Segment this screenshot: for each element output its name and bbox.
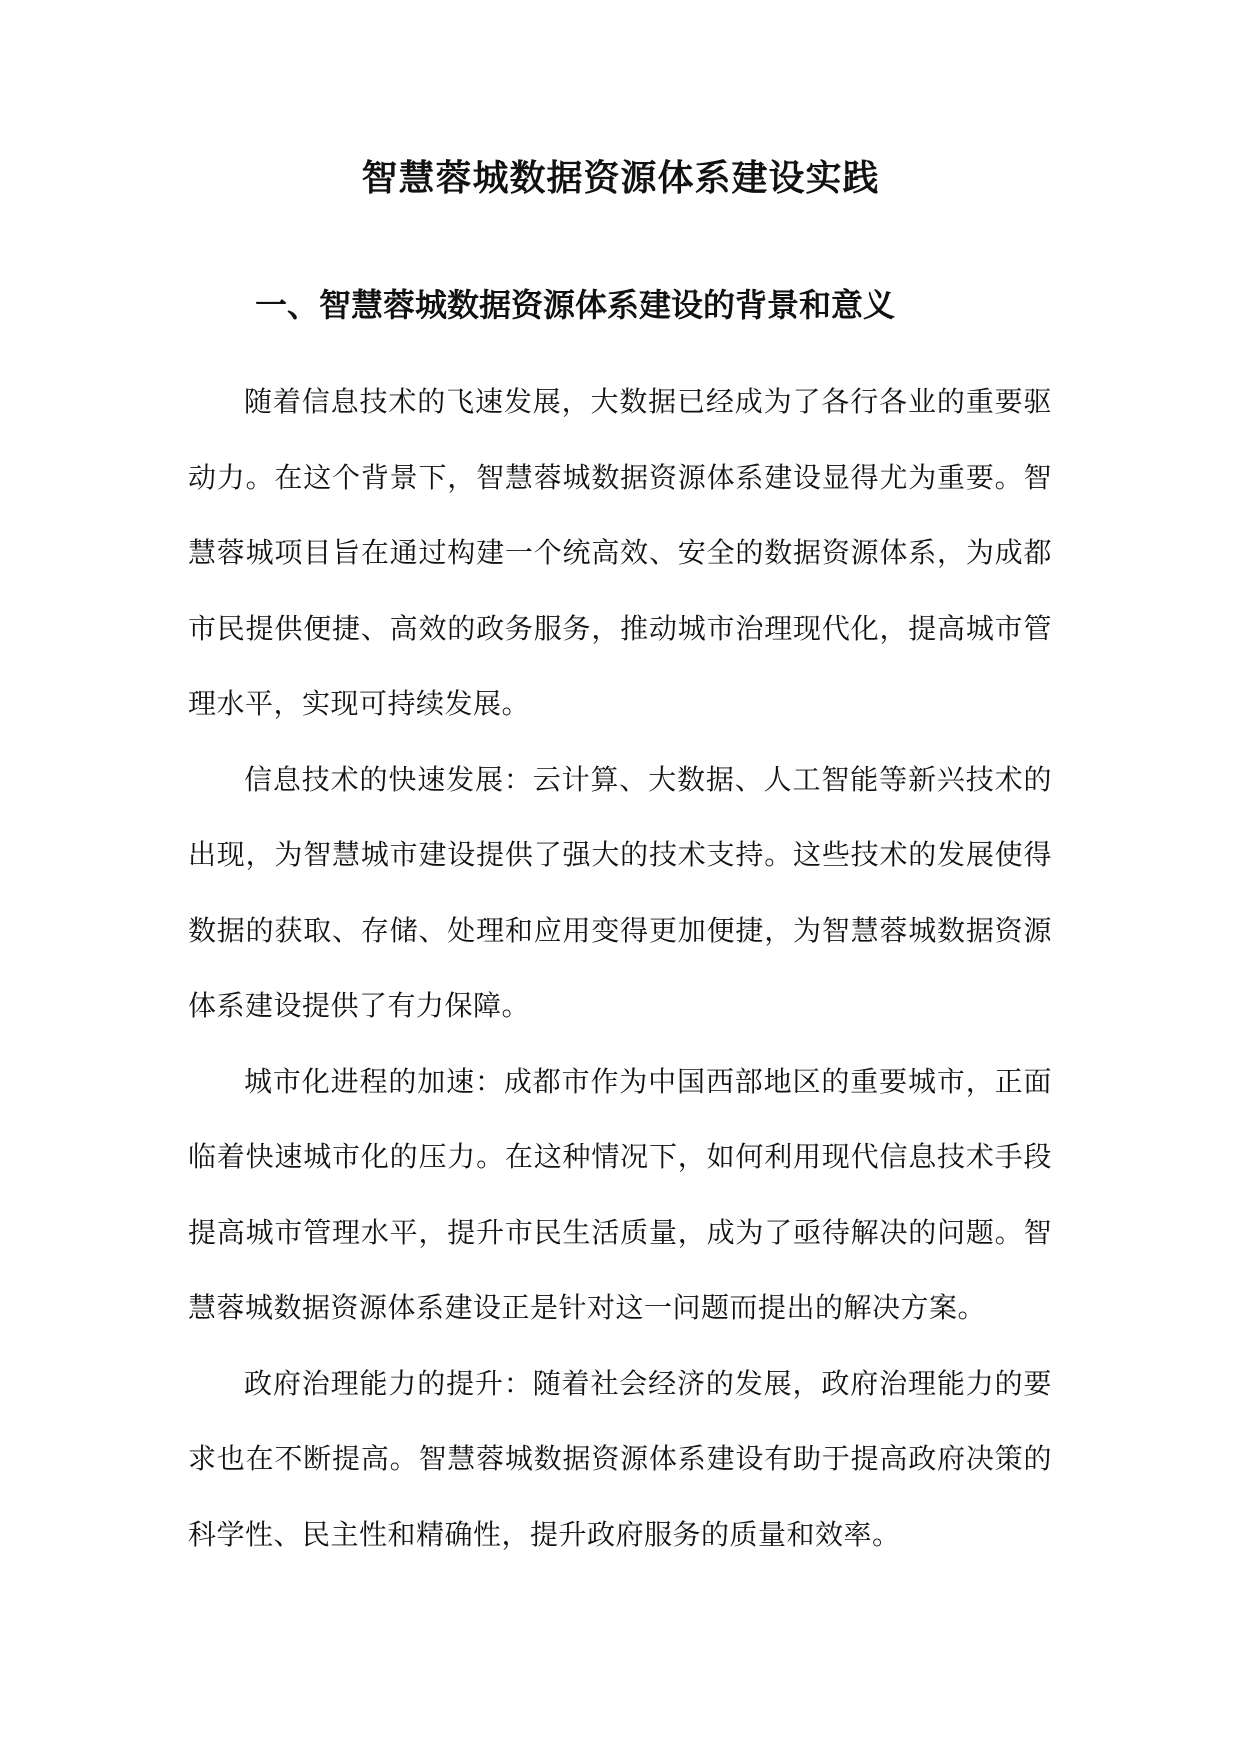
paragraph-governance: 政府治理能力的提升：随着社会经济的发展，政府治理能力的要求也在不断提高。智慧蓉城数据资源体系建设有助于提高政府决策的科学性、民主性和精确性，提升政府服务的质量和效率。 — [188, 1366, 1052, 1551]
section-body — [188, 364, 1052, 1572]
paragraph-technology: 信息技术的快速发展：云计算、大数据、人工智能等新兴技术的出现，为智慧城市建设提供了强大的技术支持。这些技术的发展使得数据的获取、存储、处理和应用变得更加便捷，为智慧蓉城数据资源体系建设提供了有力保障。 — [188, 762, 1052, 1022]
document-title: 智慧蓉城数据资源体系建设实践 — [361, 157, 880, 199]
paragraph-background: 随着信息技术的飞速发展，大数据已经成为了各行各业的重要驱动力。在这个背景下，智慧蓉城数据资源体系建设显得尤为重要。智慧蓉城项目旨在通过构建一个统高效、安全的数据资源体系，为成都市民提供便捷、高效的政务服务，推动城市治理现代化，提高城市管理水平，实现可持续发展。 — [188, 385, 1052, 720]
section-heading: 一、智慧蓉城数据资源体系建设的背景和意义 — [255, 286, 896, 324]
paragraph-urbanization: 城市化进程的加速：成都市作为中国西部地区的重要城市，正面临着快速城市化的压力。在这种情况下，如何利用现代信息技术手段提高城市管理水平，提升市民生活质量，成为了亟待解决的问题。智慧蓉城数据资源体系建设正是针对这一问题而提出的解决方案。 — [188, 1064, 1052, 1324]
